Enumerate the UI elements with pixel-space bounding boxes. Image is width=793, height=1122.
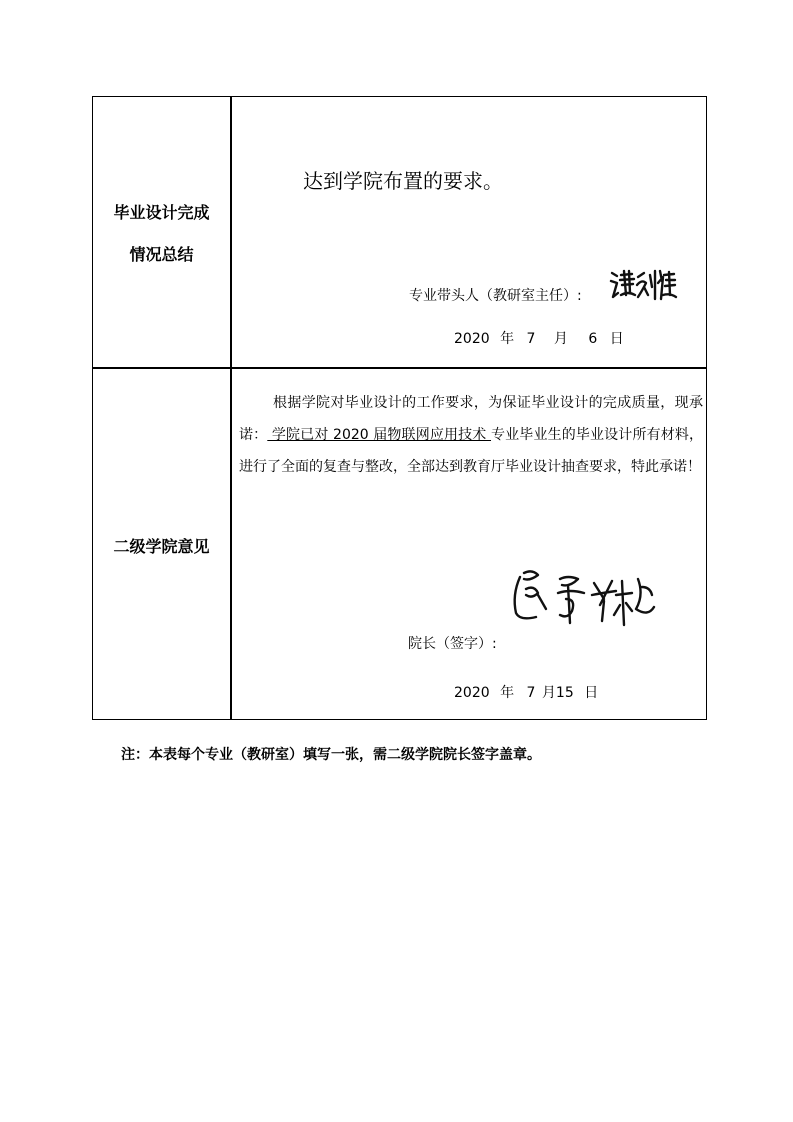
row2-commitment-paragraph bbox=[239, 387, 703, 483]
row1-label-line2: 情况总结 bbox=[129, 245, 194, 264]
row2-handwritten-signature bbox=[508, 565, 658, 645]
row2-para-underlined: 学院已对 2020 届物联网应用技术 bbox=[267, 427, 492, 443]
row2-date-year: 2020 bbox=[454, 685, 490, 701]
row2-date-day: 15 bbox=[555, 685, 574, 701]
row1-date bbox=[454, 328, 624, 348]
row1-date-day: 6 bbox=[588, 331, 598, 347]
row2-label: 二级学院意见 bbox=[113, 537, 210, 556]
row1-date-day-unit: 日 bbox=[609, 331, 624, 347]
row2-date-month-unit: 月 bbox=[541, 685, 556, 701]
row1-handwritten-signature bbox=[608, 267, 678, 303]
row2-date-day-unit: 日 bbox=[584, 685, 599, 701]
form-table bbox=[92, 96, 707, 720]
row2-para-after: 专业毕业生的毕业设计所有材料，进行了全面的复查与整改，全部达到教育厅毕业设计抽查要求，特此承诺！ bbox=[239, 427, 704, 475]
row1-date-month-unit: 月 bbox=[553, 331, 568, 347]
row1-date-year: 2020 bbox=[454, 331, 490, 347]
row2-date bbox=[454, 682, 598, 702]
footnote: 注：本表每个专业（教研室）填写一张，需二级学院院长签字盖章。 bbox=[121, 747, 541, 763]
row2-date-month: 7 bbox=[526, 685, 536, 701]
row1-date-month: 7 bbox=[526, 331, 536, 347]
row2-para-before: 根据学院对毕业设计的工作要求，为保证毕业设计的完成质量，现承诺： bbox=[239, 395, 703, 443]
row1-date-year-unit: 年 bbox=[500, 331, 515, 347]
row1-content: 达到学院布置的要求。 bbox=[303, 169, 503, 193]
row1-signer-label: 专业带头人（教研室主任）: bbox=[409, 288, 582, 304]
column-divider bbox=[230, 97, 232, 719]
row2-signer-label: 院长（签字）: bbox=[408, 636, 497, 652]
row1-label-line1: 毕业设计完成 bbox=[113, 203, 210, 222]
row2-date-year-unit: 年 bbox=[500, 685, 515, 701]
row-divider bbox=[93, 367, 706, 369]
